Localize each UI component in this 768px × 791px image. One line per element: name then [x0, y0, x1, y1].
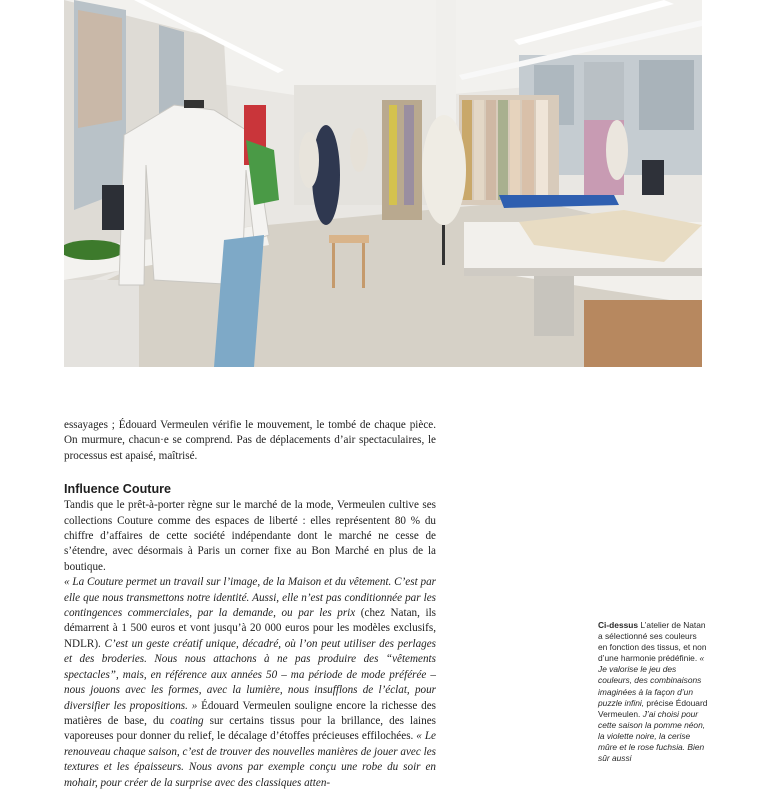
caption-text: L’atelier de Natan a sélectionné ses couleurs en fonction des tissus, et non d’une harmonie prédéfinie.: [598, 620, 707, 664]
quote-part-c: C’est un geste créatif unique, décadré, où l’on peut utiliser des perlages et des broderies. Nous nous attachons à ne pas produire des “vêtements spectacles”, mais, en référence aux années 50 – ma période de mode préférée – nous jouons avec les formes, avec la lumière, nous insufflons de l’éclat, pour diversifier les propositions. »: [64, 637, 436, 712]
atelier-photo-illustration: [64, 0, 702, 367]
paragraph-intro: essayages ; Édouard Vermeulen vérifie le mouvement, le tombé de chaque pièce. On murmure, chacun·e se comprend. Pas de déplacements d’air spectaculaires, le processus est apaisé, maîtrisé.: [64, 419, 436, 462]
caption-quote-continued: J’ai choisi pour cette saison la pomme néon, la violette noire, la cerise mûre et le rose fuchsia. Bien sûr aussi: [598, 708, 706, 764]
section-heading: Influence Couture: [64, 482, 172, 497]
article-body: [64, 418, 436, 791]
quote-part-b: (chez Natan, ils démarrent à 1 500 euros et vont jusqu’à 20 000 euros pour les modèles exclusifs, NDLR).: [64, 607, 436, 650]
paragraph-spacer: [64, 464, 436, 481]
caption-lead: Ci-dessus: [598, 620, 639, 630]
paragraph-couture: Tandis que le prêt-à-porter règne sur le marché de la mode, Vermeulen cultive ses collections Couture comme des espaces de liberté : elles représentent 80 % du chiffre d’affaires de cette société indépendante dont le marché ne cesse de s’étendre, avec désormais à Paris un corner fixe au Bon Marché en plus de la boutique.: [64, 499, 436, 573]
caption-attribution: précise Édouard Vermeulen.: [598, 697, 708, 719]
photo-caption: [598, 620, 708, 764]
caption-quote: « Je valorise le jeu des couleurs, des combinaisons imaginées à la façon d’un puzzle infini,: [598, 653, 705, 708]
quote-part-a: « La Couture permet un travail sur l’image, de la Maison et du vêtement. C’est par elle que nous transmettons notre identité. Aussi, elle n’est pas conditionnée par les contingences commerciales, par la demande, ou par les prix: [64, 576, 436, 620]
quote-part-d: Édouard Vermeulen souligne encore la richesse des matières de base, du: [64, 699, 436, 727]
paragraph-quote: [64, 575, 436, 791]
quote-part-f: sur certains tissus pour la brillance, des laines vaporeuses pour donner du relief, le décalage d’étoffes précieuses effilochées.: [64, 714, 436, 743]
atelier-photo: [64, 0, 702, 367]
quote-part-e: coating: [170, 714, 204, 727]
quote-part-g: « Le renouveau chaque saison, c’est de trouver des nouvelles manières de jouer avec les textures et les épaisseurs. Nous avons par exemple conçu une robe du soir en mohair, pour créer de la surprise avec des classiques atten-: [64, 730, 436, 789]
